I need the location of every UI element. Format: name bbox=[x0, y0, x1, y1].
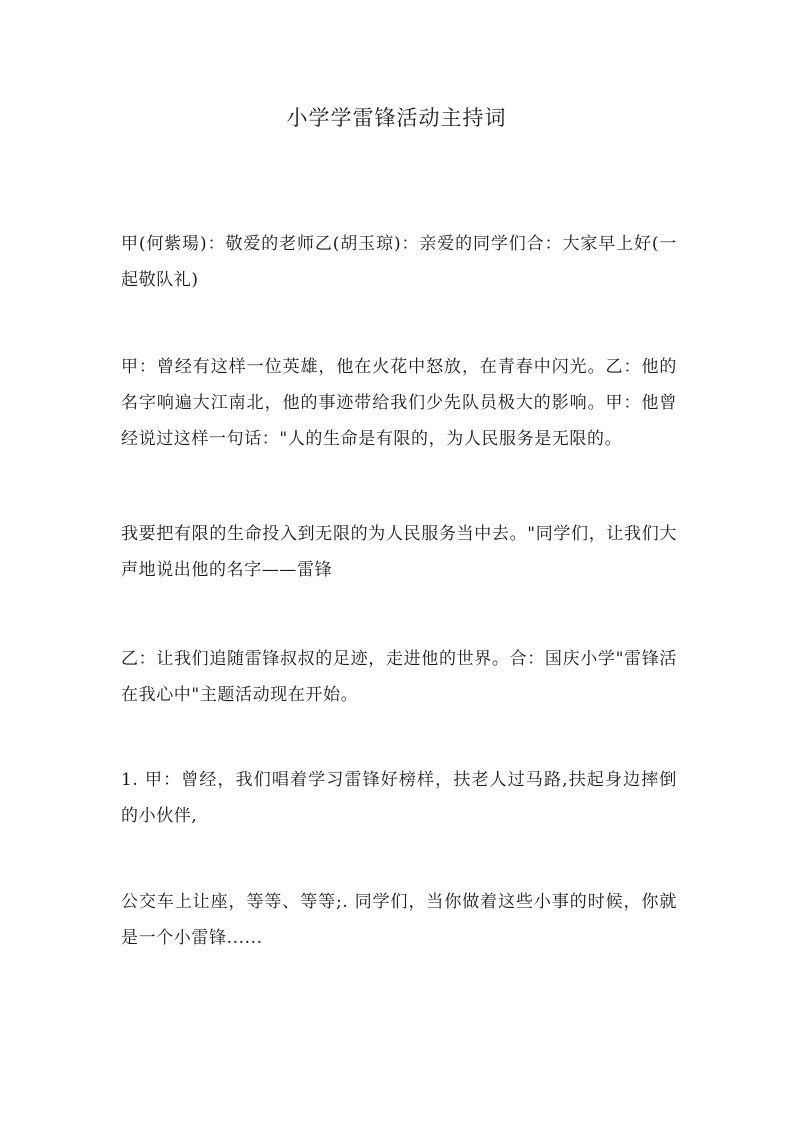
paragraph-greeting: 甲(何紫瑒)：敬爱的老师乙(胡玉琼)：亲爱的同学们合：大家早上好(一起敬队礼) bbox=[121, 234, 677, 290]
paragraph-lei-feng-quote: 我要把有限的生命投入到无限的为人民服务当中去。"同学们，让我们大声地说出他的名字——雷锋 bbox=[121, 524, 677, 580]
paragraph-hero-intro: 甲：曾经有这样一位英雄，他在火花中怒放，在青春中闪光。乙：他的名字响遍大江南北，他的事迹带给我们少先队员极大的影响。甲：他曾经说过这样一句话："人的生命是有限的，为人民服务是无限的。 bbox=[121, 357, 677, 449]
document-title: 小学学雷锋活动主持词 bbox=[286, 106, 507, 130]
paragraph-section-1: 1. 甲：曾经，我们唱着学习雷锋好榜样，扶老人过马路,扶起身边摔倒的小伙伴, bbox=[121, 770, 677, 826]
paragraph-little-lei-feng: 公交车上让座，等等、等等;. 同学们，当你做着这些小事的时候，你就是一个小雷锋...... bbox=[121, 892, 677, 948]
paragraph-activity-start: 乙：让我们追随雷锋叔叔的足迹，走进他的世界。合：国庆小学"雷锋活在我心中"主题活动现在开始。 bbox=[121, 649, 677, 705]
